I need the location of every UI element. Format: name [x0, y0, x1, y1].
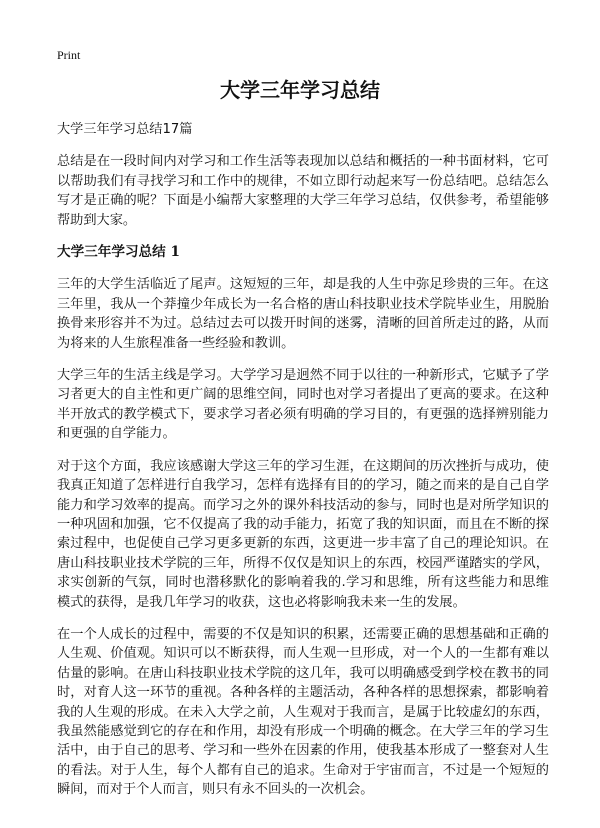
body-paragraph-4: 在一个人成长的过程中，需要的不仅是知识的积累，还需要正确的思想基础和正确的人生观、价值观。知识可以不断获得，而人生观一旦形成，对一个人的一生都有难以估量的影响。在唐山科技职业技术学院的这几年，我可以明确感受到学校在教书的同时，对育人这一环节的重视。各种各样的主题活动，各种各样的思想探索，都影响着我的人生观的形成。在未入大学之前，人生观对于我而言，是属于比较虚幻的东西，我虽然能感觉到它的存在和作用，却没有形成一个明确的概念。在大学三年的学习生活中，由于自己的思考、学习和一些外在因素的作用，使我基本形成了一整套对人生的看法。对于人生，每个人都有自己的追求。生命对于宇宙而言，不过是一个短短的瞬间，而对于个人而言，则只有永不回头的一次机会。 — [57, 626, 549, 798]
body-paragraph-3: 对于这个方面，我应该感谢大学这三年的学习生涯，在这期间的历次挫折与成功，使我真正知道了怎样进行自我学习，怎样有选择有目的的学习，随之而来的是自己自学能力和学习效率的提高。而学习之外的课外科技活动的参与，同时也是对所学知识的一种巩固和加强，它不仅提高了我的动手能力，拓宽了我的知识面，而且在不断的探索过程中，也促使自己学习更多更新的东西，这更进一步丰富了自己的理论知识。在唐山科技职业技术学院的三年，所得不仅仅是知识上的东西，校园严谨踏实的学风，求实创新的气氛，同时也潜移默化的影响着我的.学习和思维，所有这些能力和思维模式的获得，是我几年学习的收获，这也必将影响我未来一生的发展。 — [57, 458, 549, 610]
print-link[interactable]: Print — [57, 48, 81, 62]
document-title: 大学三年学习总结 — [220, 78, 380, 102]
document-body — [57, 120, 549, 813]
body-paragraph-2: 大学三年的生活主线是学习。大学学习是迥然不同于以往的一种新形式，它赋予了学习者更大的自主性和更广阔的思维空间，同时也对学习者提出了更高的要求。在这种半开放式的教学模式下，要求学习者必须有明确的学习目的，有更强的选择辨别能力和更强的自学能力。 — [57, 368, 549, 442]
body-paragraph-1: 三年的大学生活临近了尾声。这短短的三年，却是我的人生中弥足珍贵的三年。在这三年里，我从一个莽撞少年成长为一名合格的唐山科技职业技术学院毕业生，用脱胎换骨来形容并不为过。总结过去可以拨开时间的迷雾，清晰的回首所走过的路，从而为将来的人生旅程准备一些经验和教训。 — [57, 277, 549, 351]
section-heading: 大学三年学习总结 1 — [57, 244, 180, 261]
document-subtitle: 大学三年学习总结17篇 — [57, 122, 193, 137]
intro-paragraph: 总结是在一段时间内对学习和工作生活等表现加以总结和概括的一种书面材料，它可以帮助我们有寻找学习和工作中的规律，不如立即行动起来写一份总结吧。总结怎么写才是正确的呢？下面是小编帮大家整理的大学三年学习总结，仅供参考，希望能够帮助到大家。 — [57, 154, 549, 228]
